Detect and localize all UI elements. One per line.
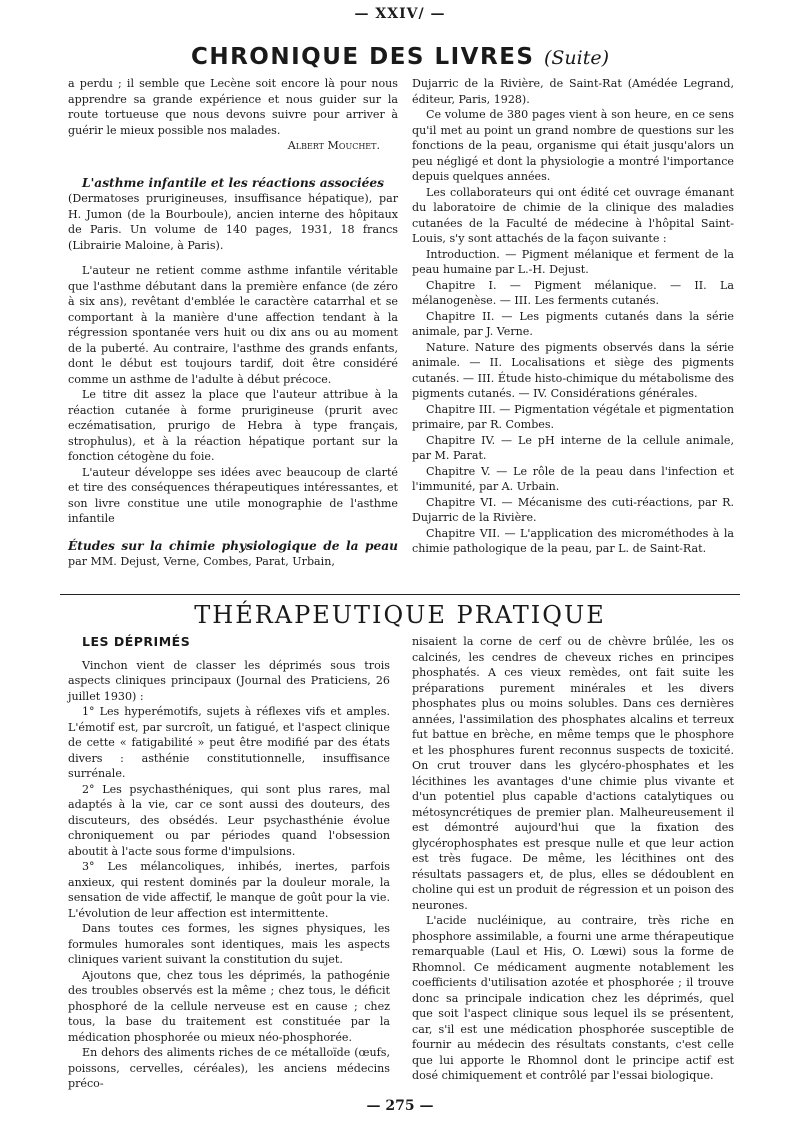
signature: Albert Mouchet. [287, 139, 380, 152]
toc-entry: Chapitre IV. — Le pH interne de la cellule animale, par M. Parat. [412, 433, 734, 462]
toc-entry: Chapitre VI. — Mécanisme des cuti-réactions, par R. Dujarric de la Rivière. [412, 495, 734, 524]
page-number: — 275 — [366, 1098, 434, 1114]
therapy-left-column [68, 634, 390, 1092]
therapy-title: THÉRAPEUTIQUE PRATIQUE [194, 601, 606, 629]
therapy-paragraph: L'acide nucléinique, au contraire, très riche en phosphore assimilable, a fourni une arme thérapeutique remarquable (Laul et His, O. Lœwi) sous la forme de Rhomnol. Ce médicament augmente notablement les coefficients d'utilisation azotée et phosphorée ; il trouve donc sa principale indication chez les déprimés, quel que soit l'aspect clinique sous lequel ils se présentent, car, s'il est une médication phosphorée susceptible de fournir au médecin des résultats constants, c'est celle que lui apporte le Rhomnol dont le principe actif est dosé chimiquement et contrôlé par l'essai biologique. [412, 914, 734, 1082]
toc-entry: Introduction. — Pigment mélanique et ferment de la peau humaine par L.-H. Dejust. [412, 247, 734, 276]
review-paragraph: L'auteur ne retient comme asthme infantile véritable que l'asthme débutant dans la première enfance (de zéro à six ans), revêtant d'emblée le caractère catarrhal et se comportant à la manière d'une affection tendant à la régression spontanée vers huit ou dix ans ou au moment de la puberté. Au contraire, l'asthme des grands enfants, dont le début est toujours tardif, doit être considéré comme un asthme de l'adulte à début précoce. [68, 264, 398, 386]
section-title [0, 44, 800, 70]
therapy-subtitle: LES DÉPRIMÉS [82, 634, 191, 649]
toc-entry: Nature. Nature des pigments observés dans la série animale. — II. Localisations et siège des pigments cutanés. — III. Étude histo-chimique du métabolisme des pigments cutanés. — IV. Considérations générales. [412, 340, 734, 400]
etudes-heading [68, 539, 398, 570]
review-paragraph: Les collaborateurs qui ont édité cet ouvrage émanant du laboratoire de chimie de la clinique des maladies cutanées de la Faculté de médecine à l'hôpital Saint-Louis, s'y sont attachés de la façon suivante : [412, 185, 734, 245]
therapy-paragraph: Vinchon vient de classer les déprimés sous trois aspects cliniques principaux (Journal des Praticiens, 26 juillet 1930) : [68, 658, 390, 703]
review-paragraph: Ce volume de 380 pages vient à son heure, en ce sens qu'il met au point un grand nombre de questions sur les fonctions de la peau, organisme qui était jusqu'alors un peu négligé et dont la physiologie a montré l'importance depuis quelques années. [412, 108, 734, 183]
etudes-title: Études sur la chimie physiologique de la peau [68, 538, 398, 553]
toc-entry: Chapitre III. — Pigmentation végétale et pigmentation primaire, par R. Combes. [412, 402, 734, 431]
left-top-column [68, 76, 398, 570]
therapy-paragraph: Dans toutes ces formes, les signes physiques, les formules humorales sont identiques, mais les aspects cliniques varient suivant la constitution du sujet. [68, 922, 390, 966]
etudes-publication: Dujarric de la Rivière, de Saint-Rat (Amédée Legrand, éditeur, Paris, 1928). [412, 77, 734, 106]
therapy-paragraph: En dehors des aliments riches de ce métalloïde (œufs, poissons, cervelles, céréales), les anciens médecins préco- [68, 1046, 390, 1090]
review-paragraph: Le titre dit assez la place que l'auteur attribue à la réaction cutanée à forme prurigineuse (prurit avec eczématisation, prurigo de Hebra à type français, strophulus), et à la réaction hépatique portant sur la fonction cétogène du foie. [68, 388, 398, 463]
therapy-paragraph: nisaient la corne de cerf ou de chèvre brûlée, les os calcinés, les cendres de cheveux riches en principes phosphatés. A ces vieux remèdes, ont fait suite les préparations purement minérales et les divers phosphates plus ou moins solubles. Dans ces dernières années, l'assimilation des phosphates alcalins et terreux fut battue en brèche, en même temps que le phosphore et les phosphures furent reconnus suspects de toxicité. On crut trouver dans les glycéro-phosphates et les lécithines les avantages d'une chimie plus vivante et d'un potentiel plus capable d'actions catalytiques ou métosyncrétiques de premier plan. Malheureusement il est démontré aujourd'hui que la fixation des glycérophosphates est presque nulle et que leur action est très fugace. De même, les lécithines ont des résultats passagers et, de plus, elles se dédoublent en choline qui est un produit de régression et un poison des neurones. [412, 635, 734, 912]
review-paragraph: L'auteur développe ses idées avec beaucoup de clarté et tire des conséquences thérapeutiques intéressantes, et son livre constitue une utile monographie de l'asthme infantile [68, 465, 398, 525]
therapy-right-column [412, 634, 734, 1084]
book-reference: (Dermatoses prurigineuses, insuffisance hépatique), par H. Jumon (de la Bourboule), ancien interne des hôpitaux de Paris. Un volume de 140 pages, 1931, 18 francs (Librairie Maloine, à Paris). [68, 192, 398, 252]
folio: — XXIV/ — [354, 6, 446, 22]
toc-entry: Chapitre II. — Les pigments cutanés dans la série animale, par J. Verne. [412, 309, 734, 338]
therapy-paragraph: 2° Les psychasthéniques, qui sont plus rares, mal adaptés à la vie, car ce sont aussi des douteurs, des discuteurs, des obsédés. Leur psychasthénie évolue chroniquement ou par périodes quand l'obsession aboutit à l'acte sous forme d'impulsions. [68, 782, 390, 858]
section-title-text: CHRONIQUE DES LIVRES [190, 44, 535, 70]
therapy-paragraph: 3° Les mélancoliques, inhibés, inertes, parfois anxieux, qui restent dominés par la douleur morale, la sensation de vide affectif, le manque de goût pour la vie. L'évolution de leur affection est intermittente. [68, 860, 390, 920]
right-top-column [412, 76, 734, 557]
section-divider [60, 594, 740, 595]
toc-entry: Chapitre VII. — L'application des microméthodes à la chimie pathologique de la peau, par L. de Saint-Rat. [412, 526, 734, 555]
etudes-authors: par MM. Dejust, Verne, Combes, Parat, Urbain, [68, 555, 335, 568]
section-title-suffix: (Suite) [544, 47, 610, 69]
toc-entry: Chapitre I. — Pigment mélanique. — II. La mélanogenèse. — III. Les ferments cutanés. [412, 278, 734, 307]
therapy-paragraph: Ajoutons que, chez tous les déprimés, la pathogénie des troubles observés est la même ; chez tous, le déficit phosphoré de la cellule nerveuse est en cause ; chez tous, la base du traitement est constituée par la médication phosphorée ou mieux néo-phosphorée. [68, 968, 390, 1044]
toc-entry: Chapitre V. — Le rôle de la peau dans l'infection et l'immunité, par A. Urbain. [412, 464, 734, 493]
book-title: L'asthme infantile et les réactions associées [82, 175, 384, 190]
therapy-paragraph: 1° Les hyperémotifs, sujets à réflexes vifs et amples. L'émotif est, par surcroît, un fatigué, et l'aspect clinique de cette « fatigabilité » peut être modifié par des états divers : asthénie constitutionnelle, insuffisance surrénale. [68, 705, 390, 780]
closing-paragraph: a perdu ; il semble que Lecène soit encore là pour nous apprendre sa grande expérience et nous guider sur la route tortueuse que nous devons suivre pour arriver à guérir le mieux possible nos malades. [68, 77, 398, 137]
